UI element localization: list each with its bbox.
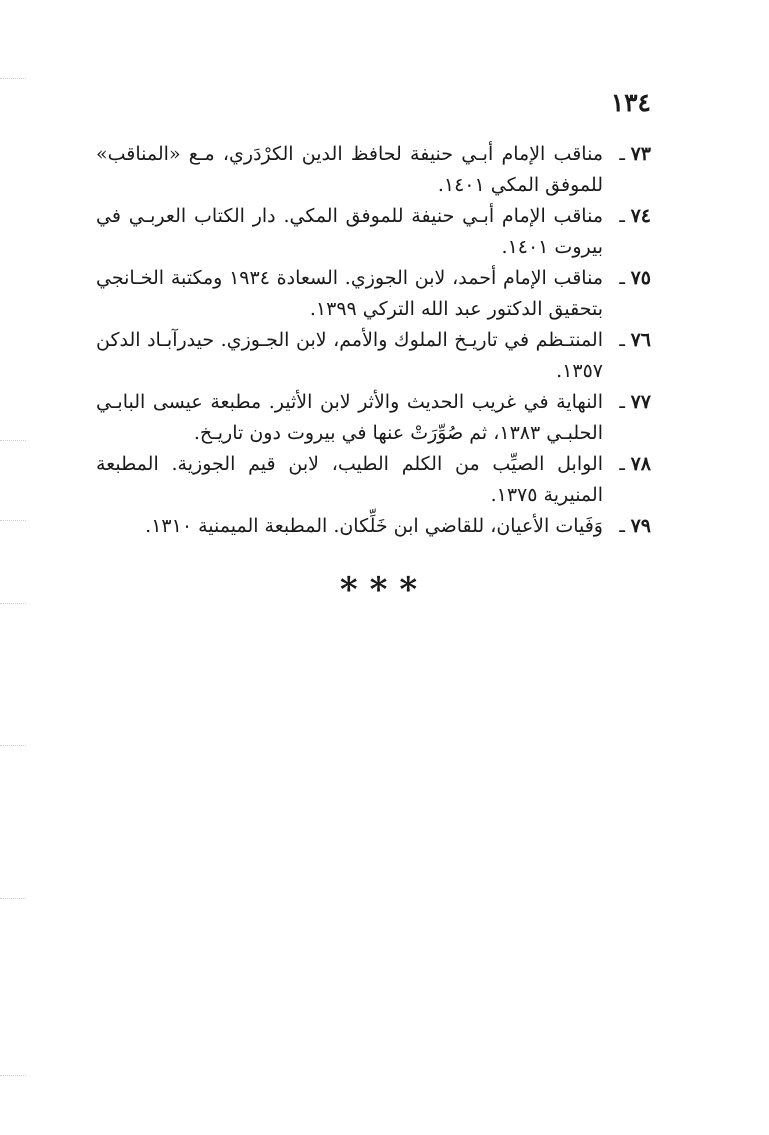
entry-text: مناقب الإمام أحمد، لابن الجوزي. السعادة ١٩٣٤ ومكتبة الخـانجي بتحقيق الدكتور عبد الله التركي ١٣٩٩.	[96, 267, 603, 320]
scan-dot-line	[0, 78, 26, 79]
scan-dot-line	[0, 745, 26, 746]
entry-dash: ـ	[619, 205, 625, 227]
entry-number: ٧٩	[630, 515, 651, 537]
entry-dash: ـ	[619, 453, 625, 475]
scan-dot-line	[0, 1075, 26, 1076]
bibliography-entry	[96, 511, 651, 542]
bibliography-entry	[96, 449, 651, 511]
entry-number: ٧٥	[630, 267, 651, 289]
entry-number: ٧٦	[630, 329, 651, 351]
bibliography-list	[96, 139, 651, 542]
bibliography-entry	[96, 201, 651, 263]
entry-text: الوابل الصيِّب من الكلم الطيب، لابن قيم الجوزية. المطبعة المنيرية ١٣٧٥.	[96, 453, 603, 506]
page-number: ١٣٤	[610, 88, 651, 117]
bibliography-entry	[96, 387, 651, 449]
section-separator-asterisks: ***	[339, 570, 430, 610]
bibliography-entry	[96, 263, 651, 325]
entry-number: ٧٨	[630, 453, 651, 475]
entry-text: وَفَيات الأعيان، للقاضي ابن خَلِّكان. المطبعة الميمنية ١٣١٠.	[145, 515, 603, 537]
entry-dash: ـ	[619, 267, 625, 289]
entry-number: ٧٣	[630, 143, 651, 165]
entry-text: المنتـظم في تاريـخ الملوك والأمم، لابن الجـوزي. حيدرآبـاد الدكن ١٣٥٧.	[96, 329, 603, 382]
entry-number: ٧٤	[630, 205, 651, 227]
entry-dash: ـ	[619, 329, 625, 351]
entry-dash: ـ	[619, 391, 625, 413]
scan-dot-line	[0, 898, 26, 899]
entry-dash: ـ	[619, 515, 625, 537]
scan-dot-line	[0, 520, 26, 521]
entry-text: مناقب الإمام أبـي حنيفة لحافظ الدين الكرْدَري، مـع «المناقب» للموفق المكي ١٤٠١.	[96, 143, 603, 196]
entry-text: النهاية في غريب الحديث والأثر لابن الأثير. مطبعة عيسى البابـي الحلبـي ١٣٨٣، ثم صُوِّرَتْ عنها في بيروت دون تاريـخ.	[96, 391, 603, 444]
entry-number: ٧٧	[630, 391, 651, 413]
scan-dot-line	[0, 440, 26, 441]
entry-dash: ـ	[619, 143, 625, 165]
bibliography-entry	[96, 325, 651, 387]
entry-text: مناقب الإمام أبـي حنيفة للموفق المكي. دار الكتاب العربـي في بيروت ١٤٠١.	[96, 205, 603, 258]
bibliography-entry	[96, 139, 651, 201]
